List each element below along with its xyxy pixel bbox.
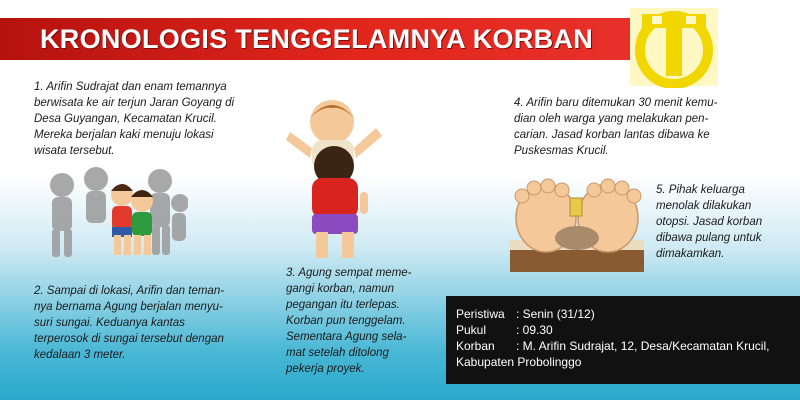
info-label: Peristiwa [456, 307, 505, 321]
kids-playing-icon [282, 92, 387, 264]
step-1-text: 1. Arifin Sudrajat dan enam temannya berwisata ke air terjun Jaran Goyang di Desa Guyangan, Kecamatan Krucil. Mereka berjalan kaki menuju lokasi wisata tersebut. [34, 81, 235, 157]
page-title: KRONOLOGIS TENGGELAMNYA KORBAN [40, 24, 594, 54]
info-label: Pukul [456, 323, 487, 337]
info-value: : 09.30 [516, 323, 553, 337]
info-row-time [456, 322, 790, 338]
incident-info-box [446, 296, 800, 384]
info-location-continuation: Kabupaten Probolinggo [456, 355, 582, 369]
body-feet-icon [504, 178, 650, 276]
info-row-event [456, 306, 790, 322]
step-5-text: 5. Pihak keluarga menolak dilakukan otopsi. Jasad korban dibawa pulang untuk dimakamkan. [656, 184, 763, 260]
info-row-victim [456, 338, 790, 354]
step-4-text: 4. Arifin baru ditemukan 30 menit kemu- dian oleh warga yang melakukan pen- carian. Jasad korban lantas dibawa ke Puskesmas Krucil. [514, 97, 718, 157]
step-3-text: 3. Agung sempat meme- gangi korban, namun pegangan itu terlepas. Korban pun tenggelam. Sementara Agung sela- mat setelah ditolong pekerja proyek. [286, 267, 412, 375]
step-2-text: 2. Sampai di lokasi, Arifin dan teman- nya bernama Agung berjalan menyu- suri sungai. Keduanya kantas terperosok di sungai tersebut dengan kedalaan 3 meter. [34, 285, 225, 361]
info-value: : M. Arifin Sudrajat, 12, Desa/Kecamatan Krucil, [516, 339, 770, 353]
info-value: : Senin (31/12) [516, 307, 595, 321]
info-label: Korban [456, 339, 495, 353]
title-banner [0, 18, 640, 60]
tribun-logo-icon [628, 6, 720, 88]
kids-walking-icon [38, 165, 188, 265]
